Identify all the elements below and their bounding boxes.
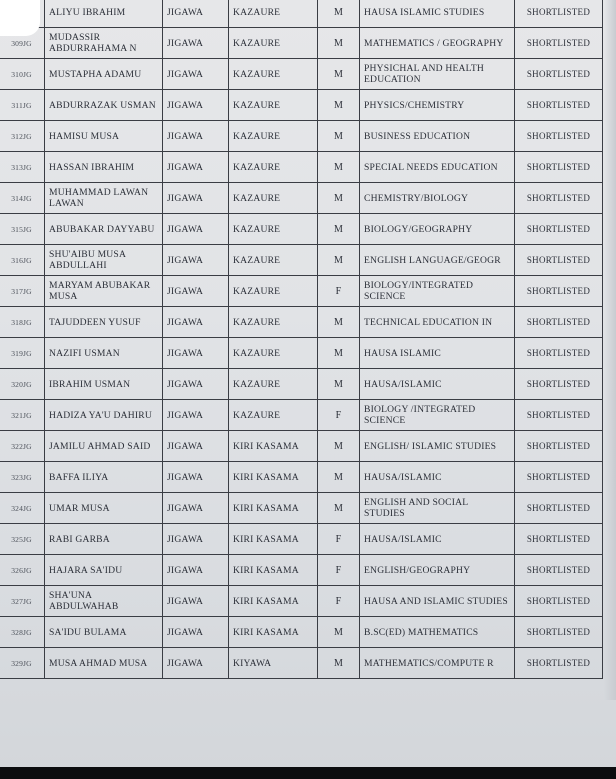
page-edge [604,0,616,700]
state-cell: JIGAWA [163,648,229,679]
course-cell: SPECIAL NEEDS EDUCATION [360,152,515,183]
lga-cell: KIRI KASAMA [229,524,318,555]
course-cell: TECHNICAL EDUCATION IN [360,307,515,338]
lga-cell: KAZAURE [229,90,318,121]
candidate-name-cell: ABUBAKAR DAYYABU [45,214,163,245]
lga-cell: KAZAURE [229,0,318,28]
candidate-name-cell: MUSTAPHA ADAMU [45,59,163,90]
course-cell: ENGLISH/ ISLAMIC STUDIES [360,431,515,462]
table-row [0,431,603,462]
course-cell: CHEMISTRY/BIOLOGY [360,183,515,214]
gender-cell: M [318,617,360,648]
status-cell: SHORTLISTED [515,400,603,431]
gender-cell: M [318,307,360,338]
table-row [0,555,603,586]
gender-cell: F [318,276,360,307]
gender-cell: F [318,555,360,586]
serial-number-cell: 325JG [0,524,45,555]
state-cell: JIGAWA [163,183,229,214]
table-row [0,400,603,431]
gender-cell: M [318,28,360,59]
candidate-name-cell: ABDURRAZAK USMAN [45,90,163,121]
lga-cell: KIRI KASAMA [229,493,318,524]
lga-cell: KIRI KASAMA [229,431,318,462]
lga-cell: KAZAURE [229,338,318,369]
candidate-name-cell: HAJARA SA'IDU [45,555,163,586]
candidate-name-cell: BAFFA ILIYA [45,462,163,493]
course-cell: ENGLISH/GEOGRAPHY [360,555,515,586]
table-row [0,586,603,617]
table-row [0,121,603,152]
course-cell: HAUSA/ISLAMIC [360,524,515,555]
table-row [0,493,603,524]
status-cell: SHORTLISTED [515,245,603,276]
gender-cell: M [318,59,360,90]
serial-number-cell: 313JG [0,152,45,183]
serial-number-cell: 318JG [0,307,45,338]
lga-cell: KAZAURE [229,400,318,431]
serial-number-cell: 328JG [0,617,45,648]
status-cell: SHORTLISTED [515,90,603,121]
course-cell: BIOLOGY /INTEGRATED SCIENCE [360,400,515,431]
gender-cell: F [318,586,360,617]
course-cell: ENGLISH LANGUAGE/GEOGR [360,245,515,276]
status-cell: SHORTLISTED [515,152,603,183]
status-cell: SHORTLISTED [515,307,603,338]
gender-cell: F [318,524,360,555]
state-cell: JIGAWA [163,59,229,90]
table-row [0,307,603,338]
candidate-name-cell: SHA'UNA ABDULWAHAB [45,586,163,617]
bottom-bar [0,767,616,779]
table-row [0,214,603,245]
course-cell: B.SC(ED) MATHEMATICS [360,617,515,648]
candidate-name-cell: JAMILU AHMAD SAID [45,431,163,462]
gender-cell: M [318,369,360,400]
candidate-name-cell: TAJUDDEEN YUSUF [45,307,163,338]
table-row [0,617,603,648]
status-cell: SHORTLISTED [515,214,603,245]
state-cell: JIGAWA [163,462,229,493]
table-row [0,245,603,276]
gender-cell: M [318,90,360,121]
state-cell: JIGAWA [163,121,229,152]
gender-cell: F [318,400,360,431]
course-cell: BIOLOGY/GEOGRAPHY [360,214,515,245]
state-cell: JIGAWA [163,0,229,28]
lga-cell: KAZAURE [229,214,318,245]
corner-overlay [0,0,40,36]
serial-number-cell: 316JG [0,245,45,276]
gender-cell: M [318,121,360,152]
gender-cell: M [318,462,360,493]
status-cell: SHORTLISTED [515,648,603,679]
serial-number-cell: 320JG [0,369,45,400]
gender-cell: M [318,338,360,369]
state-cell: JIGAWA [163,245,229,276]
course-cell: HAUSA ISLAMIC [360,338,515,369]
table-row [0,59,603,90]
status-cell: SHORTLISTED [515,121,603,152]
candidate-name-cell: HAMISU MUSA [45,121,163,152]
lga-cell: KAZAURE [229,59,318,90]
status-cell: SHORTLISTED [515,586,603,617]
lga-cell: KAZAURE [229,152,318,183]
lga-cell: KIRI KASAMA [229,555,318,586]
state-cell: JIGAWA [163,617,229,648]
course-cell: HAUSA/ISLAMIC [360,462,515,493]
status-cell: SHORTLISTED [515,28,603,59]
status-cell: SHORTLISTED [515,462,603,493]
course-cell: BUSINESS EDUCATION [360,121,515,152]
state-cell: JIGAWA [163,338,229,369]
state-cell: JIGAWA [163,431,229,462]
candidate-name-cell: RABI GARBA [45,524,163,555]
table-row [0,524,603,555]
state-cell: JIGAWA [163,276,229,307]
candidate-name-cell: SA'IDU BULAMA [45,617,163,648]
serial-number-cell: 323JG [0,462,45,493]
candidate-name-cell: NAZIFI USMAN [45,338,163,369]
state-cell: JIGAWA [163,493,229,524]
serial-number-cell: 319JG [0,338,45,369]
serial-number-cell: 329JG [0,648,45,679]
state-cell: JIGAWA [163,369,229,400]
status-cell: SHORTLISTED [515,431,603,462]
candidate-name-cell: MUHAMMAD LAWAN LAWAN [45,183,163,214]
serial-number-cell: 326JG [0,555,45,586]
status-cell: SHORTLISTED [515,276,603,307]
course-cell: PHYSICS/CHEMISTRY [360,90,515,121]
gender-cell: M [318,431,360,462]
status-cell: SHORTLISTED [515,59,603,90]
lga-cell: KIRI KASAMA [229,586,318,617]
candidate-name-cell: HASSAN IBRAHIM [45,152,163,183]
serial-number-cell: 310JG [0,59,45,90]
lga-cell: KAZAURE [229,276,318,307]
state-cell: JIGAWA [163,555,229,586]
candidate-name-cell: SHU'AIBU MUSA ABDULLAHI [45,245,163,276]
status-cell: SHORTLISTED [515,617,603,648]
course-cell: HAUSA AND ISLAMIC STUDIES [360,586,515,617]
serial-number-cell: 322JG [0,431,45,462]
status-cell: SHORTLISTED [515,183,603,214]
lga-cell: KIYAWA [229,648,318,679]
serial-number-cell: 311JG [0,90,45,121]
course-cell: BIOLOGY/INTEGRATED SCIENCE [360,276,515,307]
course-cell: PHYSICHAL AND HEALTH EDUCATION [360,59,515,90]
state-cell: JIGAWA [163,152,229,183]
lga-cell: KAZAURE [229,245,318,276]
table-row [0,0,603,28]
lga-cell: KAZAURE [229,369,318,400]
candidate-name-cell: IBRAHIM USMAN [45,369,163,400]
gender-cell: M [318,245,360,276]
candidate-name-cell: MUDASSIR ABDURRAHAMA N [45,28,163,59]
table-row [0,183,603,214]
gender-cell: M [318,648,360,679]
gender-cell: M [318,0,360,28]
status-cell: SHORTLISTED [515,369,603,400]
serial-number-cell: 309JG [0,28,45,59]
table-row [0,28,603,59]
serial-number-cell: 312JG [0,121,45,152]
serial-number-cell: 327JG [0,586,45,617]
gender-cell: M [318,183,360,214]
state-cell: JIGAWA [163,90,229,121]
serial-number-cell: 315JG [0,214,45,245]
state-cell: JIGAWA [163,307,229,338]
status-cell: SHORTLISTED [515,524,603,555]
candidate-name-cell: MUSA AHMAD MUSA [45,648,163,679]
lga-cell: KIRI KASAMA [229,617,318,648]
table-row [0,462,603,493]
serial-number-cell: 321JG [0,400,45,431]
status-cell: SHORTLISTED [515,338,603,369]
table-row [0,338,603,369]
serial-number-cell: 324JG [0,493,45,524]
lga-cell: KAZAURE [229,307,318,338]
course-cell: MATHEMATICS/COMPUTE R [360,648,515,679]
state-cell: JIGAWA [163,586,229,617]
candidate-name-cell: UMAR MUSA [45,493,163,524]
serial-number-cell: 314JG [0,183,45,214]
candidate-name-cell: HADIZA YA'U DAHIRU [45,400,163,431]
state-cell: JIGAWA [163,524,229,555]
state-cell: JIGAWA [163,214,229,245]
table-row [0,369,603,400]
candidate-name-cell: MARYAM ABUBAKAR MUSA [45,276,163,307]
state-cell: JIGAWA [163,400,229,431]
state-cell: JIGAWA [163,28,229,59]
table-row [0,152,603,183]
table-row [0,648,603,679]
gender-cell: M [318,493,360,524]
table-row [0,90,603,121]
course-cell: MATHEMATICS / GEOGRAPHY [360,28,515,59]
lga-cell: KIRI KASAMA [229,462,318,493]
lga-cell: KAZAURE [229,121,318,152]
gender-cell: M [318,214,360,245]
candidate-name-cell: ALIYU IBRAHIM [45,0,163,28]
table-row [0,276,603,307]
status-cell: SHORTLISTED [515,0,603,28]
course-cell: HAUSA ISLAMIC STUDIES [360,0,515,28]
course-cell: ENGLISH AND SOCIAL STUDIES [360,493,515,524]
lga-cell: KAZAURE [229,183,318,214]
status-cell: SHORTLISTED [515,493,603,524]
status-cell: SHORTLISTED [515,555,603,586]
gender-cell: M [318,152,360,183]
course-cell: HAUSA/ISLAMIC [360,369,515,400]
lga-cell: KAZAURE [229,28,318,59]
serial-number-cell: 317JG [0,276,45,307]
